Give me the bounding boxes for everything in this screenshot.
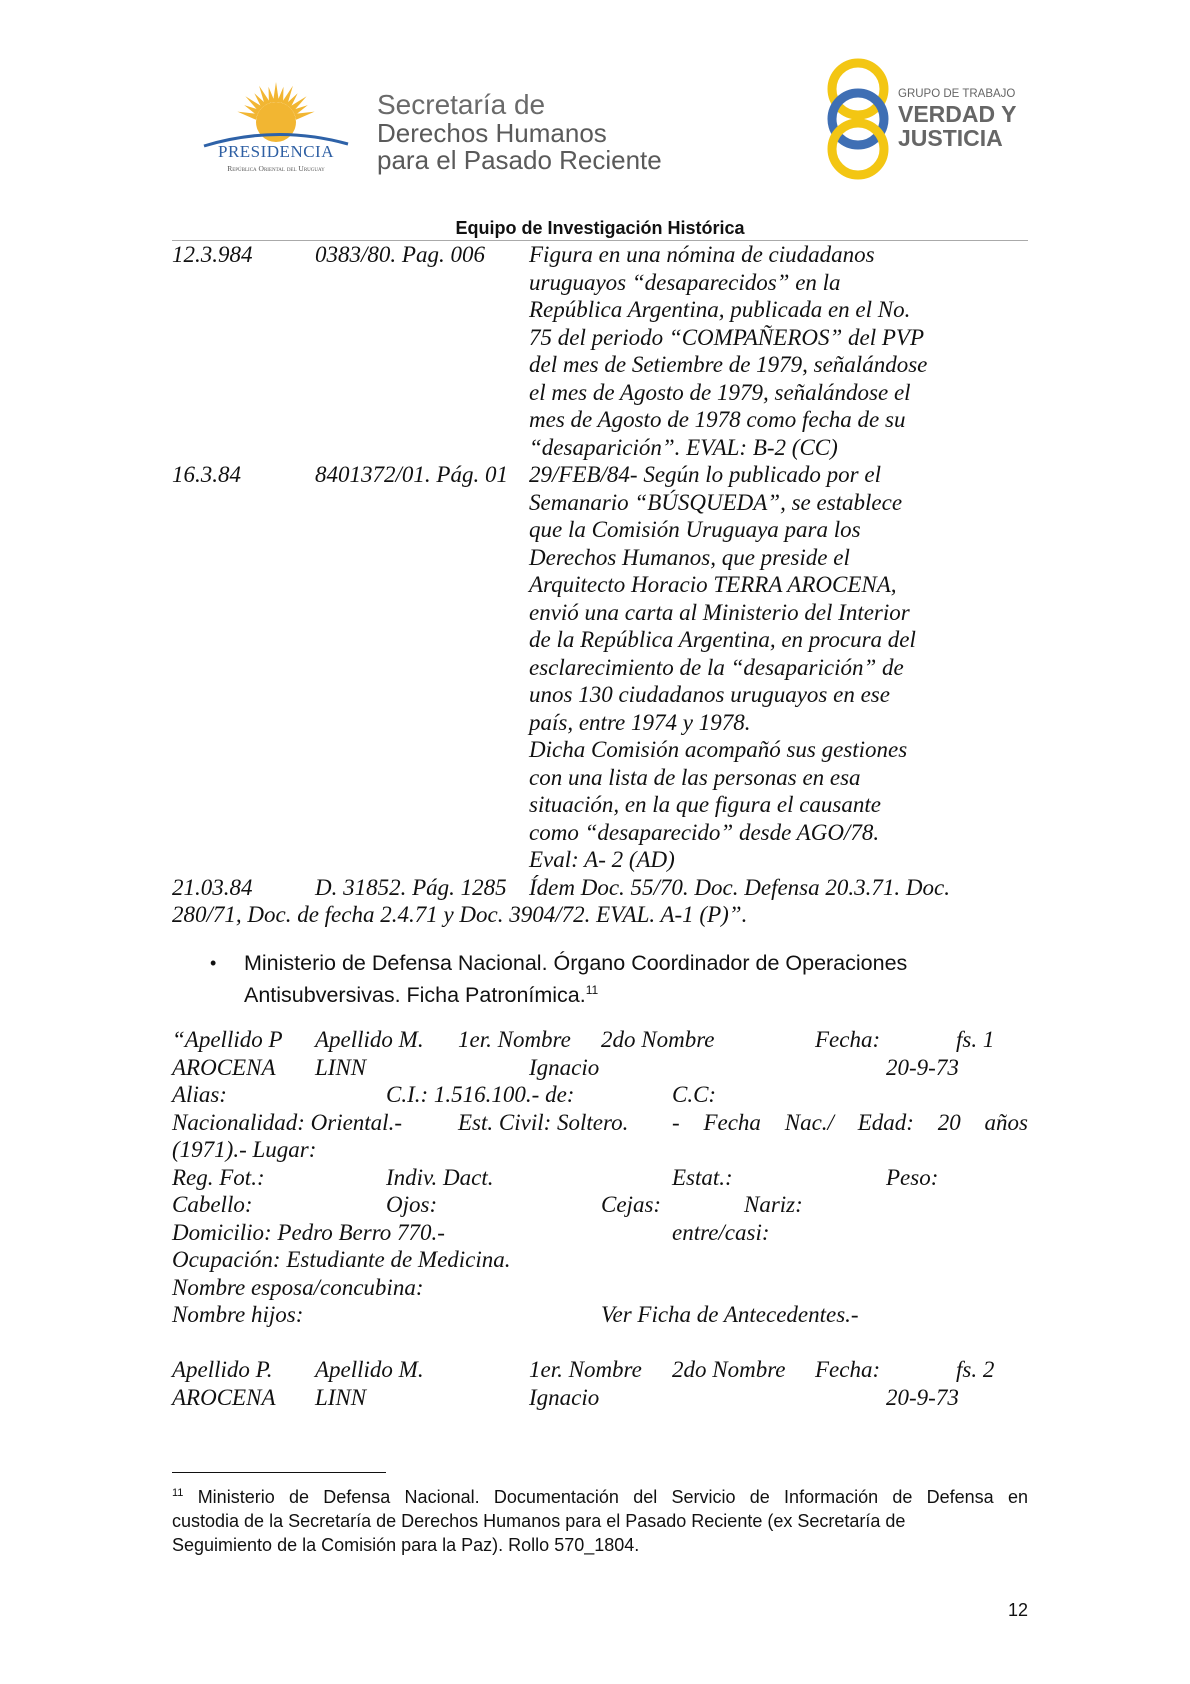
record-text-line: el mes de Agosto de 1979, señalándose el — [529, 380, 911, 405]
bullet-icon: • — [210, 953, 217, 973]
ficha-field: Nombre esposa/concubina: — [172, 1275, 424, 1300]
ficha-label: fs. 2 — [956, 1357, 995, 1382]
record-date: 12.3.984 — [172, 242, 253, 267]
ficha-field: Indiv. Dact. — [386, 1165, 494, 1190]
ficha-field: Est. Civil: Soltero. — [458, 1110, 629, 1135]
record-text-line: Arquitecto Horacio TERRA AROCENA, — [529, 572, 897, 597]
ficha-label: fs. 1 — [956, 1027, 995, 1052]
ficha-field: Estat.: — [672, 1165, 733, 1190]
record-text-line: situación, en la que figura el causante — [529, 792, 881, 817]
footnote-line-2: custodia de la Secretaría de Derechos Humanos para el Pasado Reciente (ex Secretaría de — [172, 1511, 906, 1531]
ficha-value: AROCENA — [172, 1055, 276, 1080]
record-text-line: Semanario “BÚSQUEDA”, se establece — [529, 490, 903, 515]
gtvj-line-2: VERDAD Y — [898, 101, 1017, 127]
record-text-line: uruguayos “desaparecidos” en la — [529, 270, 841, 295]
footnote-text-1: Ministerio de Defensa Nacional. Documentación del Servicio de Información de Defensa en — [197, 1487, 1028, 1507]
ficha-field: Cejas: — [601, 1192, 662, 1217]
record-text-line: 29/FEB/84- Según lo publicado por el — [529, 462, 881, 487]
ficha-field: Cabello: — [172, 1192, 253, 1217]
record-text-line: Derechos Humanos, que preside el — [529, 545, 850, 570]
ficha-value: AROCENA — [172, 1385, 276, 1410]
gtvj-line-3: JUSTICIA — [898, 125, 1003, 151]
ficha-value: 20-9-73 — [886, 1055, 959, 1080]
bullet-line-1: Ministerio de Defensa Nacional. Órgano Coordinador de Operaciones — [244, 951, 908, 975]
record-ref: D. 31852. Pág. 1285 — [315, 875, 507, 900]
ficha-label: Fecha: — [815, 1027, 881, 1052]
record-text-line: Dicha Comisión acompañó sus gestiones — [529, 737, 908, 762]
verdad-justicia-logo — [822, 58, 1032, 180]
ficha-value: LINN — [315, 1055, 367, 1080]
record-text-line: Eval: A- 2 (AD) — [529, 847, 675, 872]
ficha-label: “Apellido P — [172, 1027, 283, 1052]
footnote-rule — [172, 1472, 386, 1473]
ficha-value: LINN — [315, 1385, 367, 1410]
ficha-value: Ignacio — [529, 1055, 600, 1080]
ficha-value: 20-9-73 — [886, 1385, 959, 1410]
bullet-line-2 — [244, 977, 598, 1008]
ficha-field: Nariz: — [744, 1192, 803, 1217]
ficha-field: Reg. Fot.: — [172, 1165, 265, 1190]
ficha-label: Apellido M. — [315, 1357, 424, 1382]
record-text-line: envió una carta al Ministerio del Interior — [529, 600, 910, 625]
record-text-line: esclarecimiento de la “desaparición” de — [529, 655, 904, 680]
presidencia-logo — [196, 78, 356, 176]
gtvj-line-1: GRUPO DE TRABAJO — [898, 88, 1016, 100]
secretaria-title — [377, 90, 662, 174]
ficha-label: Apellido M. — [315, 1027, 424, 1052]
record-text-line: del mes de Setiembre de 1979, señalándose — [529, 352, 928, 377]
team-title: Equipo de Investigación Histórica — [455, 218, 745, 238]
secretaria-line-3: para el Pasado Reciente — [377, 145, 662, 175]
presidencia-subtitle: República Oriental del Uruguay — [227, 164, 325, 173]
secretaria-line-1: Secretaría de — [377, 89, 546, 120]
ficha-value: Ignacio — [529, 1385, 600, 1410]
ficha-field: (1971).- Lugar: — [172, 1137, 317, 1162]
ficha-field: Nombre hijos: — [172, 1302, 304, 1327]
ficha-field: - Fecha Nac./ Edad: 20 años — [672, 1110, 1028, 1135]
ficha-label: Apellido P. — [172, 1357, 273, 1382]
ficha-field: Ver Ficha de Antecedentes.- — [601, 1302, 859, 1327]
ficha-field: Peso: — [886, 1165, 939, 1190]
record-date: 16.3.84 — [172, 462, 241, 487]
record-text-line: Ídem Doc. 55/70. Doc. Defensa 20.3.71. Doc. — [529, 875, 950, 900]
ficha-field: entre/casi: — [672, 1220, 770, 1245]
record-ref: 8401372/01. Pág. 01 — [315, 462, 508, 487]
record-text-line: 75 del periodo “COMPAÑEROS” del PVP — [529, 325, 925, 350]
record-text-line: República Argentina, publicada en el No. — [529, 297, 911, 322]
ficha-field: Ojos: — [386, 1192, 438, 1217]
ficha-field: Alias: — [172, 1082, 227, 1107]
footnote — [172, 1481, 1028, 1557]
rings-icon — [822, 58, 894, 180]
record-text-line: de la República Argentina, en procura del — [529, 627, 916, 652]
ficha-label: 2do Nombre — [672, 1357, 786, 1382]
record-text-line: con una lista de las personas en esa — [529, 765, 861, 790]
record-text-line: unos 130 ciudadanos uruguayos en ese — [529, 682, 890, 707]
ficha-field: C.I.: 1.516.100.- de: — [386, 1082, 575, 1107]
ficha-field: Nacionalidad: Oriental.- — [172, 1110, 402, 1135]
ficha-field: Ocupación: Estudiante de Medicina. — [172, 1247, 511, 1272]
record-text-line: mes de Agosto de 1978 como fecha de su — [529, 407, 906, 432]
record-ref: 0383/80. Pag. 006 — [315, 242, 485, 267]
record-text-line: “desaparición”. EVAL: B-2 (CC) — [529, 435, 838, 460]
record-text-line: que la Comisión Uruguaya para los — [529, 517, 861, 542]
footnote-line-1 — [172, 1481, 1028, 1509]
presidencia-name: PRESIDENCIA — [217, 142, 334, 161]
record-text-line: país, entre 1974 y 1978. — [529, 710, 751, 735]
footnote-line-3: Seguimiento de la Comisión para la Paz). Rollo 570_1804. — [172, 1535, 640, 1555]
footnote-ref[interactable]: 11 — [585, 983, 599, 997]
record-date: 21.03.84 — [172, 875, 253, 900]
record-text-line: como “desaparecido” desde AGO/78. — [529, 820, 880, 845]
record-continuation: 280/71, Doc. de fecha 2.4.71 y Doc. 3904/72. EVAL. A-1 (P)”. — [172, 902, 748, 927]
bullet-line-2-text: Antisubversivas. Ficha Patronímica. — [244, 983, 586, 1008]
ficha-label: 1er. Nombre — [529, 1357, 642, 1382]
ficha-field: C.C: — [672, 1082, 717, 1107]
footnote-number: 11 — [172, 1487, 184, 1499]
page-number: 12 — [1007, 1600, 1028, 1620]
ficha-label: 2do Nombre — [601, 1027, 715, 1052]
secretaria-line-2: Derechos Humanos — [377, 118, 607, 148]
ficha-label: Fecha: — [815, 1357, 881, 1382]
sun-emblem-icon — [196, 78, 356, 148]
ficha-label: 1er. Nombre — [458, 1027, 571, 1052]
record-text-line: Figura en una nómina de ciudadanos — [529, 242, 875, 267]
ficha-field: Domicilio: Pedro Berro 770.- — [172, 1220, 445, 1245]
